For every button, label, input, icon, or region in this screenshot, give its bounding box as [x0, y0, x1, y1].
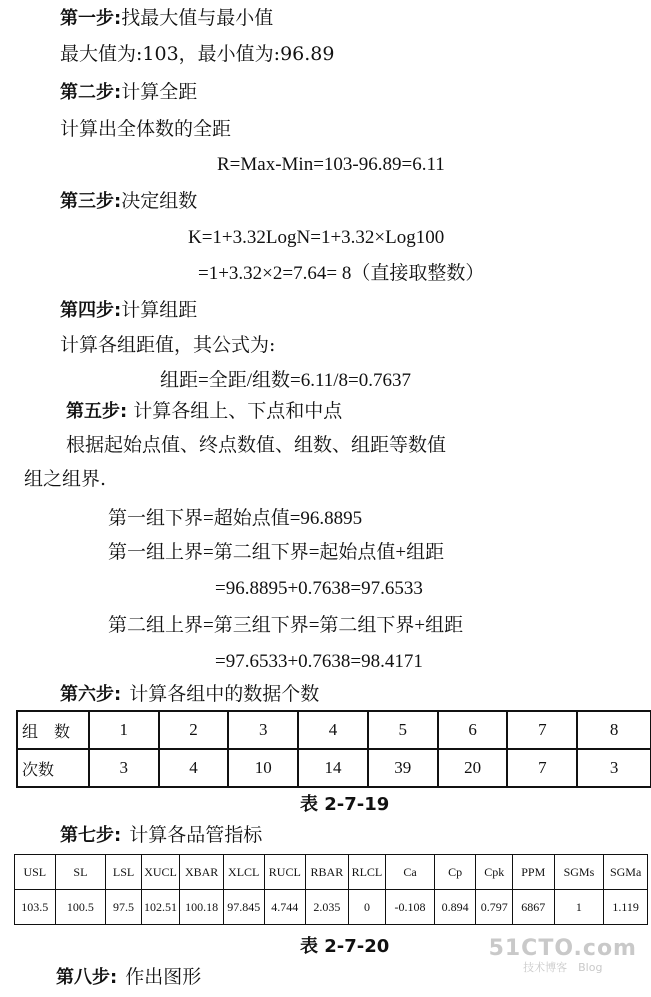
table-cell: 0.797: [476, 890, 513, 925]
step8-title: 第八步:: [56, 967, 118, 988]
table-header-cell: SL: [55, 855, 106, 890]
table-header-cell: SGMs: [554, 855, 604, 890]
step4-formula: 组距=全距/组数=6.11/8=0.7637: [160, 370, 411, 391]
step7-text: 计算各品管指标: [129, 824, 263, 846]
table-header-cell: USL: [15, 855, 56, 890]
table-cell: 100.18: [180, 890, 224, 925]
watermark-line2: 技术博客 Blog: [523, 961, 603, 974]
step6-line: [60, 682, 319, 707]
table-cell: 8: [577, 711, 651, 749]
step3-title: 第三步:: [60, 191, 122, 212]
step4-text: 计算组距: [121, 299, 198, 321]
table-header-cell: RUCL: [264, 855, 306, 890]
table-header-cell: PPM: [512, 855, 554, 890]
table-cell: 1: [89, 711, 159, 749]
step3-formula1: K=1+3.32LogN=1+3.32×Log100: [188, 227, 445, 248]
table-cell: 3: [577, 749, 651, 787]
table-header-cell: XBAR: [180, 855, 224, 890]
table-cell: -0.108: [386, 890, 435, 925]
step3-line: [60, 189, 197, 214]
table-cell: 0.894: [434, 890, 476, 925]
step2-text: 计算全距: [121, 81, 198, 103]
step2-title: 第二步:: [60, 82, 122, 103]
table-row: [17, 749, 651, 787]
step5-text: 计算各组上、下点和中点: [133, 400, 343, 422]
table-row: [17, 711, 651, 749]
table-header-cell: RLCL: [348, 855, 386, 890]
step8-line: [56, 965, 201, 990]
step2-desc: 计算出全体数的全距: [60, 118, 232, 140]
step1-text: 找最大值与最小值: [121, 7, 274, 29]
table-cell: 97.5: [106, 890, 142, 925]
step5-f4: 第二组上界=第三组下界=第二组下界+组距: [108, 615, 464, 636]
table-cell: 97.845: [223, 890, 264, 925]
table-caption-20: 表 2-7-20: [300, 936, 390, 957]
step1-result: 最大值为:103，最小值为:96.89: [60, 43, 335, 65]
step5-f5: =97.6533+0.7638=98.4171: [215, 651, 423, 672]
table-cell: 2: [159, 711, 229, 749]
step5-desc1: 根据起始点值、终点数值、组数、组距等数值: [66, 434, 447, 456]
table-cell: 2.035: [306, 890, 349, 925]
step1-title: 第一步:: [60, 8, 122, 29]
table-cell: 4: [298, 711, 368, 749]
table-cell: 4.744: [264, 890, 306, 925]
step4-line: [60, 298, 197, 323]
quality-index-table: [14, 854, 648, 925]
step8-text: 作出图形: [125, 966, 202, 988]
table-header-cell: Ca: [386, 855, 435, 890]
table-cell: 3: [228, 711, 298, 749]
step2-line: [60, 80, 197, 105]
table-cell: 100.5: [55, 890, 106, 925]
table-cell: 0: [348, 890, 386, 925]
table-cell: 103.5: [15, 890, 56, 925]
step2-formula: R=Max-Min=103-96.89=6.11: [217, 154, 445, 175]
table-cell: 5: [368, 711, 438, 749]
step7-title: 第七步:: [60, 825, 122, 846]
step5-desc2: 组之组界.: [24, 468, 107, 490]
table-header-cell: SGMa: [604, 855, 648, 890]
step6-text: 计算各组中的数据个数: [129, 683, 320, 705]
step5-f2: 第一组上界=第二组下界=起始点值+组距: [108, 542, 445, 563]
table-cell: 20: [438, 749, 508, 787]
table-header-cell: LSL: [106, 855, 142, 890]
table-header-cell: Cp: [434, 855, 476, 890]
group-count-table: [16, 710, 651, 788]
step5-f1: 第一组下界=超始点值=96.8895: [108, 508, 363, 529]
step3-formula2: =1+3.32×2=7.64= 8（直接取整数）: [198, 263, 485, 284]
watermark-logo: [489, 936, 637, 975]
step3-text: 决定组数: [121, 190, 198, 212]
step1-line: [60, 6, 273, 31]
table-header-cell: XLCL: [223, 855, 264, 890]
step5-title: 第五步:: [66, 401, 128, 422]
table-caption-19: 表 2-7-19: [300, 794, 390, 815]
table-cell: 102.51: [141, 890, 180, 925]
table-cell: 1.119: [604, 890, 648, 925]
row1-label: 组 数: [17, 711, 89, 749]
table-cell: 4: [159, 749, 229, 787]
table-cell: 6867: [512, 890, 554, 925]
table-cell: 10: [228, 749, 298, 787]
table-cell: 7: [507, 749, 577, 787]
table-header-cell: RBAR: [306, 855, 349, 890]
step5-f3: =96.8895+0.7638=97.6533: [215, 578, 423, 599]
table-header-cell: Cpk: [476, 855, 513, 890]
table-cell: 1: [554, 890, 604, 925]
table-cell: 3: [89, 749, 159, 787]
step5-line: [66, 399, 342, 424]
step4-title: 第四步:: [60, 300, 122, 321]
table-row: [15, 855, 648, 890]
step6-title: 第六步:: [60, 684, 122, 705]
table-header-cell: XUCL: [141, 855, 180, 890]
table-cell: 39: [368, 749, 438, 787]
watermark-line1: 51CTO.com: [488, 936, 637, 961]
table-cell: 7: [507, 711, 577, 749]
step4-desc: 计算各组距值，其公式为:: [60, 334, 276, 356]
row2-label: 次数: [17, 749, 89, 787]
table-cell: 6: [438, 711, 508, 749]
step7-line: [60, 823, 262, 848]
table-row: [15, 890, 648, 925]
table-cell: 14: [298, 749, 368, 787]
